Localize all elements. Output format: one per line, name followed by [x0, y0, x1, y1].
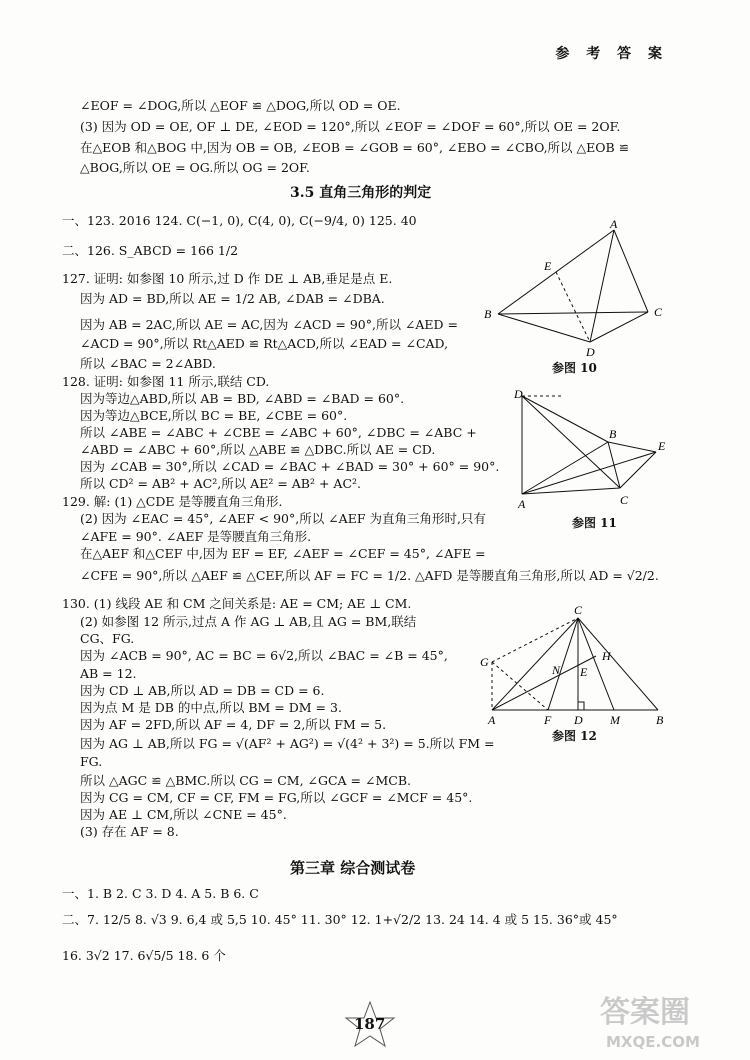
fig11-label: C	[620, 493, 629, 507]
answer-line: 在△AEF 和△CEF 中,因为 EF = EF, ∠AEF = ∠CEF = 45°, ∠AFE =	[80, 546, 486, 561]
answer-line: 因为 AG ⊥ AB,所以 FG = √(AF² + AG²) = √(4² + 3²) = 5.所以 FM =	[80, 736, 495, 751]
answer-line: 因为 AF = 2FD,所以 AF = 4, DF = 2,所以 FM = 5.	[80, 717, 387, 732]
figure-12-caption: 参图 12	[552, 729, 597, 743]
chapter-title: 第三章 综合测试卷	[290, 859, 416, 877]
answer-line: 129. 解: (1) △CDE 是等腰直角三角形.	[62, 494, 283, 509]
fig12-label: H	[602, 649, 611, 663]
answer-line: 所以 △AGC ≌ △BMC.所以 CG = CM, ∠GCA = ∠MCB.	[80, 773, 411, 788]
fig10-label: E	[544, 259, 552, 273]
answer-line: 因为 AB = 2AC,所以 AE = AC,因为 ∠ACD = 90°,所以 ∠AED =	[80, 317, 459, 332]
answer-line: FG.	[80, 754, 103, 769]
answer-line: 128. 证明: 如参图 11 所示,联结 CD.	[62, 374, 270, 389]
fig12-label: G	[480, 655, 489, 669]
answer-line: 16. 3√2 17. 6√5/5 18. 6 个	[62, 948, 226, 963]
text-line: △BOG,所以 OE = OG.所以 OG = 2OF.	[80, 160, 310, 175]
fig12-label: M	[610, 713, 620, 727]
fig12-label: E	[580, 665, 588, 679]
page-header: 参 考 答 案	[555, 46, 668, 62]
page-number: 187	[354, 1015, 386, 1033]
answer-line: CG、FG.	[80, 631, 135, 646]
fig10-label: A	[610, 218, 618, 231]
answer-line: 所以 CD² = AB² + AC²,所以 AE² = AB² + AC².	[80, 476, 361, 491]
answer-line: 一、123. 2016 124. C(−1, 0), C(4, 0), C(−9/4, 0) 125. 40	[62, 213, 417, 228]
fig10-label: C	[654, 305, 663, 319]
figure-10	[476, 218, 676, 358]
figure-11-caption: 参图 11	[572, 516, 617, 530]
answer-line: AB = 12.	[80, 666, 137, 681]
figure-10-caption: 参图 10	[552, 361, 597, 375]
answer-line: (2) 因为 ∠EAC = 45°, ∠AEF < 90°,所以 ∠AEF 为直角三角形时,只有	[80, 511, 486, 526]
answer-line: 因为等边△ABD,所以 AB = BD, ∠ABD = ∠BAD = 60°.	[80, 391, 405, 406]
text-line: ∠EOF = ∠DOG,所以 △EOF ≌ △DOG,所以 OD = OE.	[80, 98, 401, 113]
fig12-label: C	[574, 604, 583, 617]
text-line: (3) 因为 OD = OE, OF ⊥ DE, ∠EOD = 120°,所以 ∠EOF = ∠DOF = 60°,所以 OE = 2OF.	[80, 119, 621, 134]
answer-line: 二、126. S_ABCD = 166 1/2	[62, 243, 239, 258]
text-line: 在△EOB 和△BOG 中,因为 OB = OB, ∠EOB = ∠GOB = 60°, ∠EBO = ∠CBO,所以 △EOB ≌	[80, 140, 630, 155]
answer-line: (3) 存在 AF = 8.	[80, 824, 179, 839]
watermark-logo: 答案圈	[600, 995, 690, 1030]
answer-line: 因为点 M 是 DB 的中点,所以 BM = DM = 3.	[80, 700, 342, 715]
answer-line: (2) 如参图 12 所示,过点 A 作 AG ⊥ AB,且 AG = BM,联结	[80, 614, 417, 629]
answer-line: 因为 CG = CM, CF = CF, FM = FG,所以 ∠GCF = ∠MCF = 45°.	[80, 790, 473, 805]
fig10-label: D	[586, 345, 595, 358]
fig12-label: D	[574, 713, 583, 727]
watermark-url: MXQE.COM	[606, 1033, 700, 1051]
fig11-label: E	[658, 439, 666, 453]
answer-line: ∠ABD = ∠ABC + 60°,所以 △ABE ≌ △DBC.所以 AE = CD.	[80, 442, 436, 457]
answer-line: 因为 ∠CAB = 30°,所以 ∠CAD = ∠BAC + ∠BAD = 30° + 60° = 90°.	[80, 459, 500, 474]
answer-line: 所以 ∠BAC = 2∠ABD.	[80, 356, 216, 371]
answer-line: 因为 CD ⊥ AB,所以 AD = DB = CD = 6.	[80, 683, 325, 698]
answer-line: 127. 证明: 如参图 10 所示,过 D 作 DE ⊥ AB,垂足是点 E.	[62, 271, 393, 286]
figure-12	[478, 604, 678, 728]
fig12-label: A	[488, 713, 496, 727]
answer-line: ∠CFE = 90°,所以 △AEF ≌ △CEF,所以 AF = FC = 1/2. △AFD 是等腰直角三角形,所以 AD = √2/2.	[80, 568, 659, 583]
fig11-label: B	[609, 427, 617, 441]
answer-line: 因为 AD = BD,所以 AE = 1/2 AB, ∠DAB = ∠DBA.	[80, 291, 385, 306]
answer-line: ∠AFE = 90°. ∠AEF 是等腰直角三角形.	[80, 529, 312, 544]
answer-line: 所以 ∠ABE = ∠ABC + ∠CBE = ∠ABC + 60°, ∠DBC = ∠ABC +	[80, 425, 477, 440]
fig12-label: F	[544, 713, 552, 727]
section-title: 3.5 直角三角形的判定	[290, 185, 432, 201]
answer-line: ∠ACD = 90°,所以 Rt△AED ≌ Rt△ACD,所以 ∠EAD = ∠CAD,	[80, 336, 449, 351]
figure-11	[512, 388, 672, 512]
fig11-label: D	[514, 388, 523, 401]
answer-line: 因为 AE ⊥ CM,所以 ∠CNE = 45°.	[80, 807, 287, 822]
answer-line: 因为 ∠ACB = 90°, AC = BC = 6√2,所以 ∠BAC = ∠B = 45°,	[80, 648, 448, 663]
fig12-label: B	[656, 713, 664, 727]
answer-line: 二、7. 12/5 8. √3 9. 6,4 或 5,5 10. 45° 11. 30° 12. 1+√2/2 13. 24 14. 4 或 5 15. 36°或 45°	[62, 912, 618, 927]
answer-line: 一、1. B 2. C 3. D 4. A 5. B 6. C	[62, 886, 259, 901]
fig11-label: A	[518, 497, 526, 511]
answer-line: 130. (1) 线段 AE 和 CM 之间关系是: AE = CM; AE ⊥ CM.	[62, 596, 412, 611]
answer-line: 因为等边△BCE,所以 BC = BE, ∠CBE = 60°.	[80, 408, 348, 423]
fig10-label: B	[484, 307, 492, 321]
fig12-label: N	[552, 663, 561, 677]
